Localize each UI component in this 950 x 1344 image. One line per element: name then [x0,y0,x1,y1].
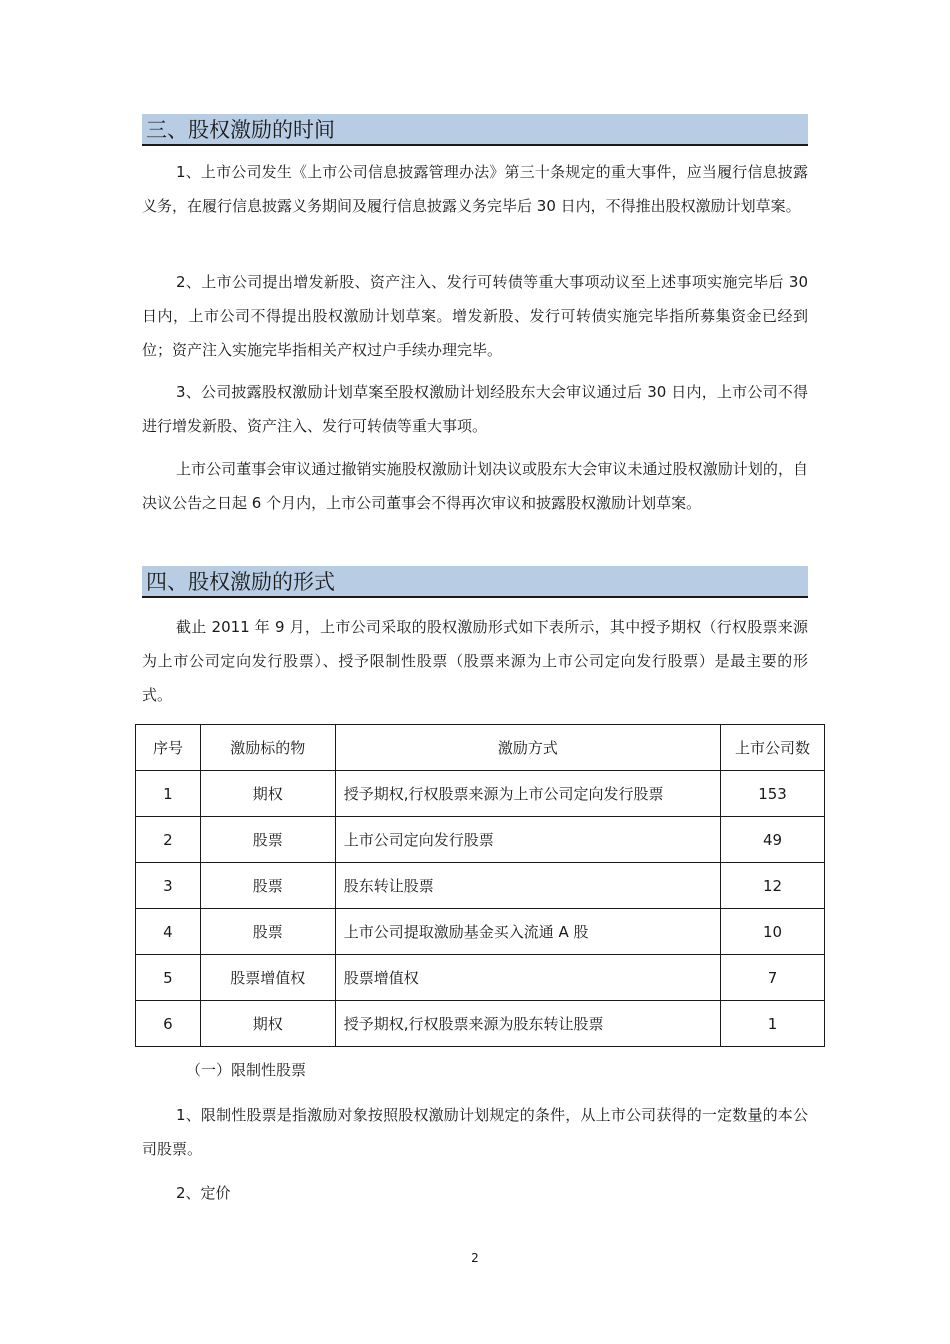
paragraph-forms-intro: 截止 2011 年 9 月，上市公司采取的股权激励形式如下表所示，其中授予期权（行权股票来源为上市公司定向发行股票）、授予限制性股票（股票来源为上市公司定向发行股票）是最主要的形式。 [142,618,808,704]
table-header-cell: 激励方式 [335,725,720,771]
page-number: 2 [471,1251,479,1265]
table-cell: 股票增值权 [200,955,335,1001]
table-cell: 7 [721,955,825,1001]
table-row [136,863,825,909]
table-cell: 授予期权,行权股票来源为股东转让股票 [335,1001,720,1047]
table-header-cell: 激励标的物 [200,725,335,771]
paragraph-restricted-2: 2、定价 [176,1184,231,1202]
table-row [136,909,825,955]
table-cell: 股票 [200,817,335,863]
paragraph-timing-2: 2、上市公司提出增发新股、资产注入、发行可转债等重大事项动议至上述事项实施完毕后 30 日内，上市公司不得提出股权激励计划草案。增发新股、发行可转债实施完毕指所募集资金已经到位；资产注入实施完毕指相关产权过户手续办理完毕。 [142,273,808,359]
table-header-cell: 序号 [136,725,201,771]
table-cell: 股票增值权 [335,955,720,1001]
table-cell: 49 [721,817,825,863]
table-cell: 10 [721,909,825,955]
table-cell: 股票 [200,863,335,909]
paragraph-timing-1: 1、上市公司发生《上市公司信息披露管理办法》第三十条规定的重大事件，应当履行信息披露义务，在履行信息披露义务期间及履行信息披露义务完毕后 30 日内，不得推出股权激励计划草案。 [142,163,808,215]
table-cell: 1 [721,1001,825,1047]
table-row [136,955,825,1001]
paragraph-timing-4: 上市公司董事会审议通过撤销实施股权激励计划决议或股东大会审议未通过股权激励计划的，自决议公告之日起 6 个月内，上市公司董事会不得再次审议和披露股权激励计划草案。 [142,460,808,512]
paragraph-restricted-1: 1、限制性股票是指激励对象按照股权激励计划规定的条件，从上市公司获得的一定数量的本公司股票。 [142,1106,808,1158]
table-cell: 2 [136,817,201,863]
table-cell: 上市公司定向发行股票 [335,817,720,863]
table-cell: 期权 [200,1001,335,1047]
table-header-cell: 上市公司数 [721,725,825,771]
table-row [136,1001,825,1047]
section-heading-forms: 四、股权激励的形式 [142,566,808,598]
incentive-forms-table [135,724,825,1047]
table-cell: 期权 [200,771,335,817]
table-cell: 5 [136,955,201,1001]
table-cell: 4 [136,909,201,955]
section-heading-timing: 三、股权激励的时间 [142,114,808,146]
subsection-title: （一）限制性股票 [186,1061,307,1079]
table-cell: 股东转让股票 [335,863,720,909]
table-cell: 1 [136,771,201,817]
table-row [136,771,825,817]
table-cell: 3 [136,863,201,909]
table-cell: 股票 [200,909,335,955]
table-cell: 12 [721,863,825,909]
table-cell: 上市公司提取激励基金买入流通 A 股 [335,909,720,955]
table-cell: 153 [721,771,825,817]
table-header-row [136,725,825,771]
paragraph-timing-3: 3、公司披露股权激励计划草案至股权激励计划经股东大会审议通过后 30 日内，上市公司不得进行增发新股、资产注入、发行可转债等重大事项。 [142,383,808,435]
table-cell: 授予期权,行权股票来源为上市公司定向发行股票 [335,771,720,817]
table-cell: 6 [136,1001,201,1047]
table-row [136,817,825,863]
